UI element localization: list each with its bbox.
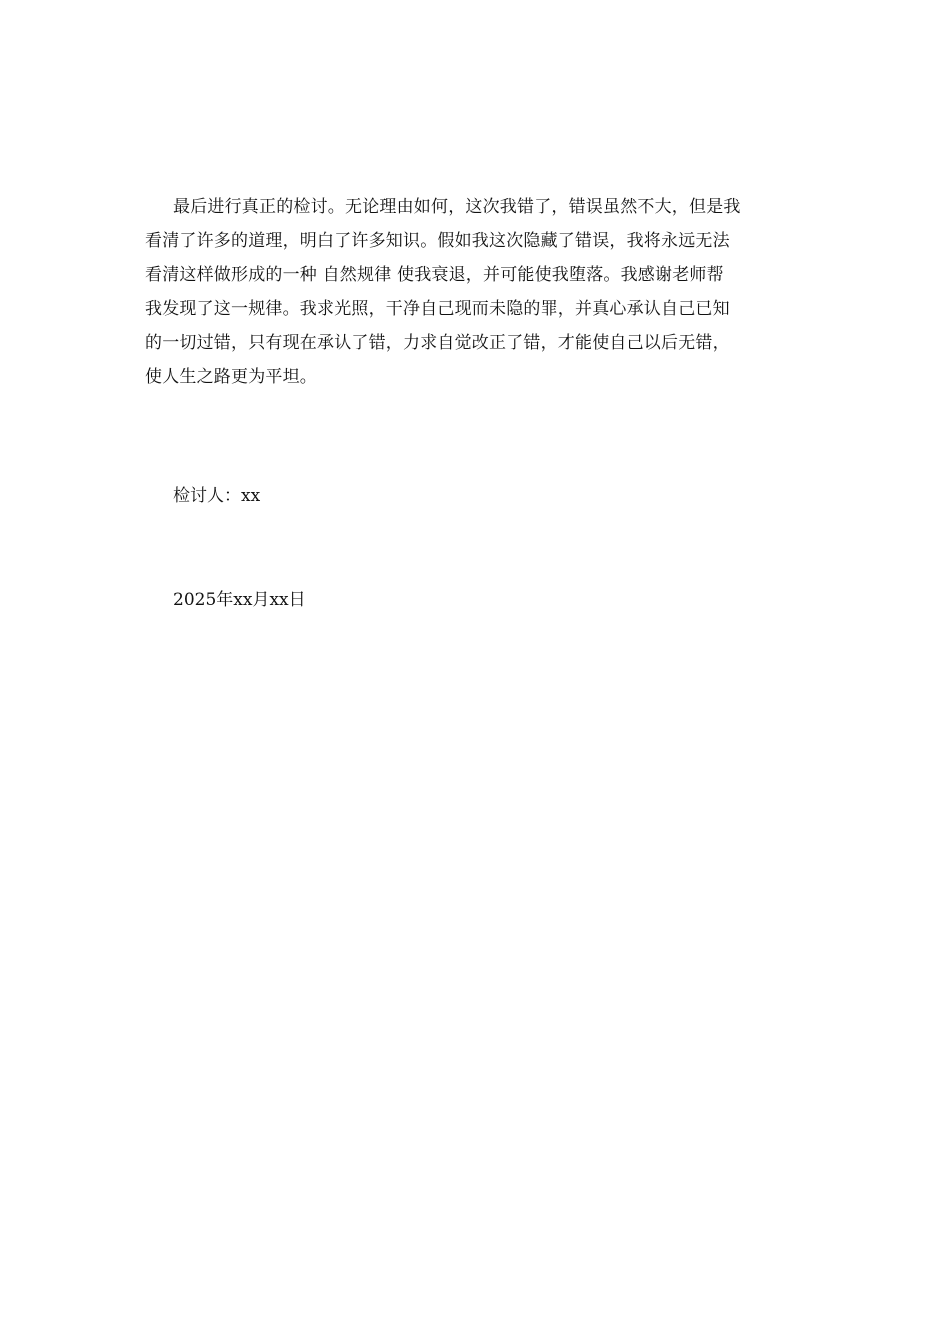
date-line: 2025年xx月xx日 <box>173 590 306 610</box>
paragraph-line: 的一切过错，只有现在承认了错，力求自觉改正了错，才能使自己以后无错， <box>145 333 730 353</box>
signer-line: 检讨人：xx <box>173 486 261 506</box>
paragraph-line: 最后进行真正的检讨。无论理由如何，这次我错了，错误虽然不大，但是我 <box>173 197 741 217</box>
paragraph-line: 看清这样做形成的一种 自然规律 使我衰退，并可能使我堕落。我感谢老师帮 <box>145 265 724 285</box>
paragraph-line: 我发现了这一规律。我求光照，干净自己现而未隐的罪，并真心承认自己已知 <box>145 299 730 319</box>
paragraph-line: 使人生之路更为平坦。 <box>145 367 317 387</box>
body-paragraph <box>145 190 810 394</box>
paragraph-line: 看清了许多的道理，明白了许多知识。假如我这次隐藏了错误，我将永远无法 <box>145 231 730 251</box>
